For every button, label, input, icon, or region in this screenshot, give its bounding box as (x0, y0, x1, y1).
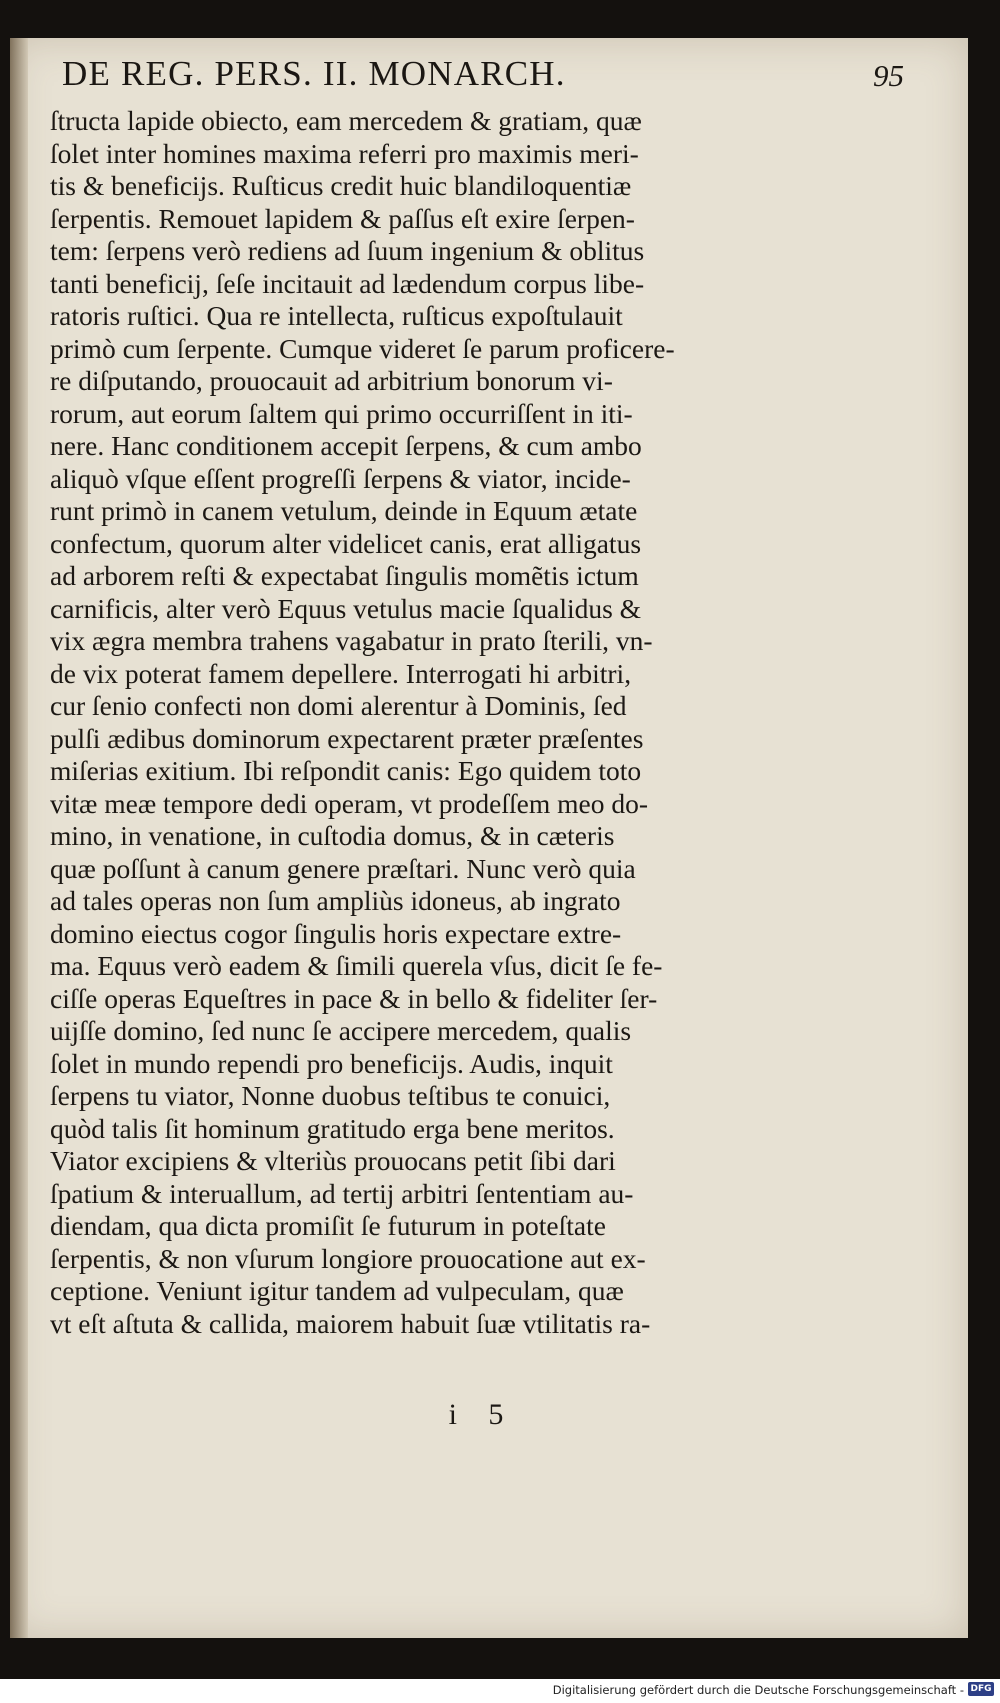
text-line: vitæ meæ tempore dedi operam, vt prodeſſem meo do- (50, 787, 648, 819)
text-line: cur ſenio confecti non domi alerentur à Dominis, ſed (50, 690, 627, 721)
text-line: ſtructa lapide obiecto, eam mercedem & gratiam, quæ (50, 105, 642, 136)
text-line: miſerias exitium. Ibi reſpondit canis: Ego quidem toto (50, 755, 642, 786)
text-line: ſerpentis. Remouet lapidem & paſſus eſt exire ſerpen- (50, 202, 635, 234)
dfg-logo: DFG (968, 1682, 994, 1696)
text-line: ciſſe operas Equeſtres in pace & in bello & fideliter ſer- (50, 982, 658, 1014)
running-head: DE REG. PERS. II. MONARCH. (62, 54, 566, 93)
text-line: ratoris ruſtici. Qua re intellecta, ruſticus expoſtulauit (50, 300, 623, 331)
text-line: tis & beneficijs. Ruſticus credit huic blandiloquentiæ (50, 170, 632, 201)
text-line: ma. Equus verò eadem & ſimili querela vſus, dicit ſe fe- (50, 950, 663, 981)
text-line: ſolet inter homines maxima referri pro maximis meri- (50, 137, 639, 169)
text-line: vt eſt aſtuta & callida, maiorem habuit ſuæ vtilitatis ra- (50, 1307, 651, 1339)
text-line: ſpatium & interuallum, ad tertij arbitri ſententiam au- (50, 1177, 634, 1209)
text-line: ſolet in mundo rependi pro beneficijs. Audis, inquit (50, 1047, 613, 1079)
body-text (50, 105, 920, 1340)
text-line: aliquò vſque eſſent progreſſi ſerpens & viator, incide- (50, 462, 631, 494)
text-line: pulſi ædibus dominorum expectarent præter præſentes (50, 722, 644, 754)
text-line: diendam, qua dicta promiſit ſe futurum in poteſtate (50, 1210, 606, 1241)
text-line: mino, in venatione, in cuſtodia domus, & in cæteris (50, 820, 615, 851)
text-line: confectum, quorum alter videlicet canis, erat alligatus (50, 527, 642, 559)
signature-mark: i 5 (448, 1398, 516, 1431)
text-line: vix ægra membra trahens vagabatur in prato ſterili, vn- (50, 625, 653, 656)
text-line: Viator excipiens & vlteriùs prouocans petit ſibi dari (50, 1145, 616, 1176)
text-line: uijſſe domino, ſed nunc ſe accipere mercedem, qualis (50, 1015, 632, 1046)
text-line: primò cum ſerpente. Cumque videret ſe parum proficere- (50, 332, 675, 364)
text-line: quæ poſſunt à canum genere præſtari. Nunc verò quia (50, 852, 636, 884)
text-line: ceptione. Veniunt igitur tandem ad vulpeculam, quæ (50, 1275, 624, 1306)
text-line: domino eiectus cogor ſingulis horis expectare extre- (50, 917, 622, 949)
text-line: tem: ſerpens verò rediens ad ſuum ingenium & oblitus (50, 235, 645, 266)
text-line: ad tales operas non ſum ampliùs idoneus, ab ingrato (50, 885, 621, 916)
text-line: quòd talis ſit hominum gratitudo erga bene meritos. (50, 1112, 615, 1144)
text-line: ſerpentis, & non vſurum longiore prouocatione aut ex- (50, 1242, 646, 1274)
text-line: tanti beneficij, ſeſe incitauit ad lædendum corpus libe- (50, 267, 645, 299)
text-line: rorum, aut eorum ſaltem qui primo occurriſſent in iti- (50, 397, 633, 429)
text-line: nere. Hanc conditionem accepit ſerpens, & cum ambo (50, 430, 642, 461)
page-gutter-edge (10, 38, 28, 1638)
text-line: re diſputando, prouocauit ad arbitrium bonorum vi- (50, 365, 613, 396)
text-line: runt primò in canem vetulum, deinde in Equum ætate (50, 495, 638, 526)
text-line: ſerpens tu viator, Nonne duobus teſtibus te conuici, (50, 1080, 611, 1111)
text-line: carnificis, alter verò Equus vetulus macie ſqualidus & (50, 592, 642, 624)
footer-credit: Digitalisierung gefördert durch die Deutsche Forschungsgemeinschaft - (552, 1683, 964, 1697)
text-line: de vix poterat famem depellere. Interrogati hi arbitri, (50, 657, 632, 689)
text-line: ad arborem reſti & expectabat ſingulis momẽtis ictum (50, 560, 639, 591)
page-number: 95 (873, 58, 904, 93)
